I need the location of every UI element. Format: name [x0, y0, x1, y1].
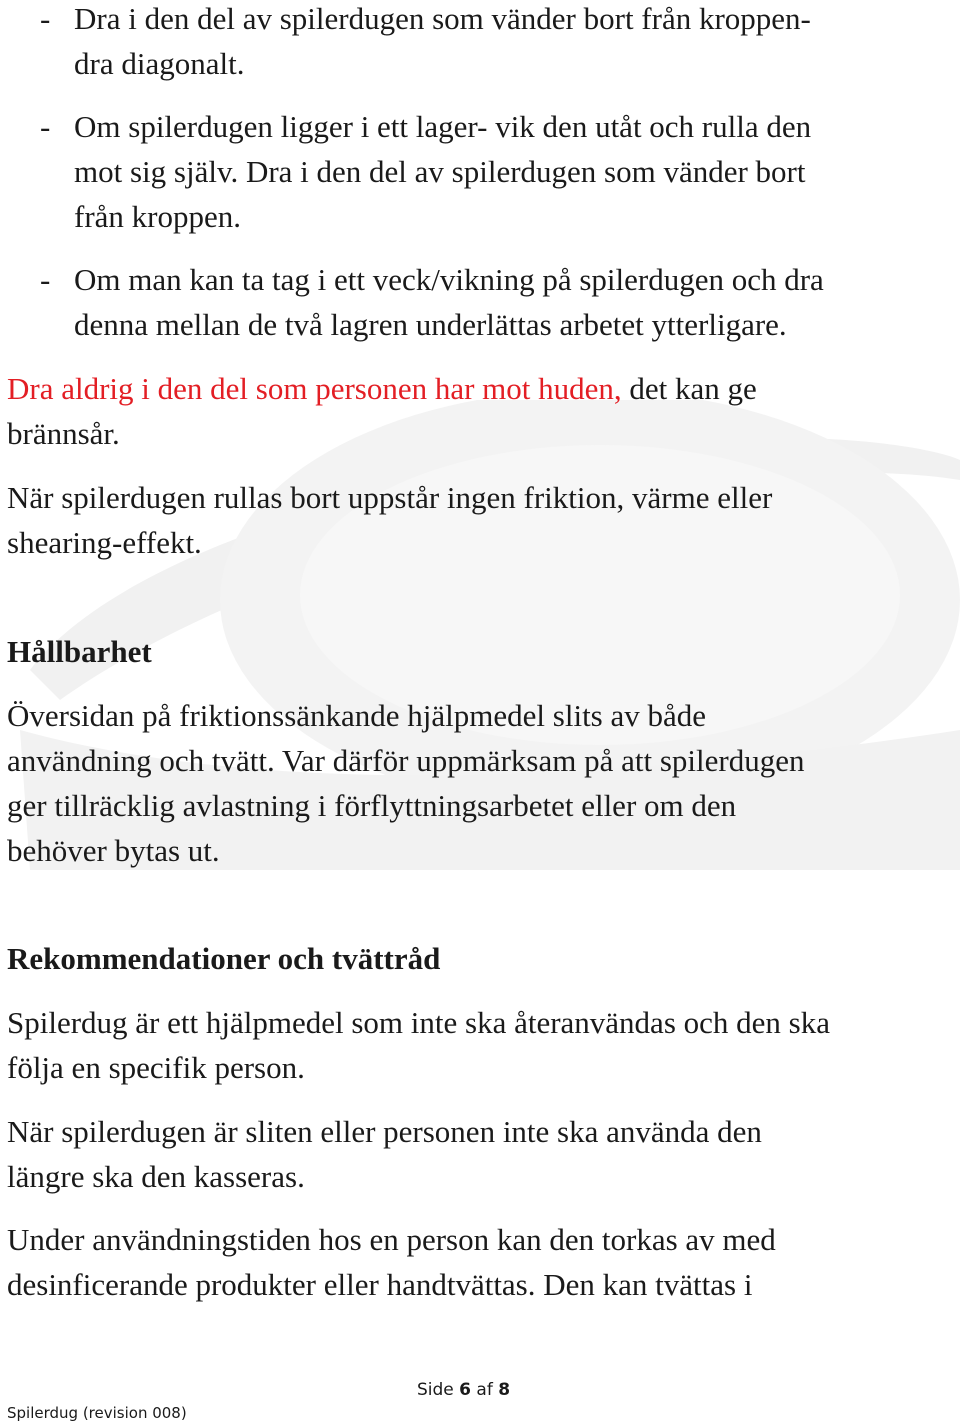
document-name: Spilerdug (revision 008)	[7, 1404, 187, 1422]
bullet-dash: -	[40, 262, 51, 297]
warning-rest-text: det kan ge	[621, 371, 757, 406]
bullet-dash: -	[40, 1, 51, 36]
durability-line-1: Översidan på friktionssänkande hjälpmedel slits av både	[7, 698, 707, 733]
page-total: 8	[498, 1380, 511, 1400]
durability-line-2: användning och tvätt. Var därför uppmärksam på att spilerdugen	[7, 743, 805, 778]
page-number	[417, 1380, 510, 1400]
recommendations-heading: Rekommendationer och tvättråd	[7, 941, 441, 976]
recommendations-para-1-line-1: Spilerdug är ett hjälpmedel som inte ska återanvändas och den ska	[7, 1005, 830, 1040]
page-prefix: Side	[417, 1380, 460, 1400]
bullet-1-line-1: Dra i den del av spilerdugen som vänder bort från kroppen-	[74, 1, 811, 36]
recommendations-para-3-line-1: Under användningstiden hos en person kan den torkas av med	[7, 1222, 776, 1257]
bullet-3-line-2: denna mellan de två lagren underlättas arbetet ytterligare.	[74, 307, 787, 342]
bullet-2-line-3: från kroppen.	[74, 199, 241, 234]
friction-line-1: När spilerdugen rullas bort uppstår ingen friktion, värme eller	[7, 480, 773, 515]
recommendations-para-2-line-1: När spilerdugen är sliten eller personen inte ska använda den	[7, 1114, 762, 1149]
bullet-3-line-1: Om man kan ta tag i ett veck/vikning på spilerdugen och dra	[74, 262, 824, 297]
bullet-2-line-1: Om spilerdugen ligger i ett lager- vik den utåt och rulla den	[74, 109, 812, 144]
recommendations-para-2-line-2: längre ska den kasseras.	[7, 1159, 305, 1194]
bullet-dash: -	[40, 109, 51, 144]
warning-line-2: brännsår.	[7, 416, 120, 451]
bullet-2-line-2: mot sig själv. Dra i den del av spilerdugen som vänder bort	[74, 154, 806, 189]
page-mid: af	[471, 1380, 499, 1400]
recommendations-para-1-line-2: följa en specifik person.	[7, 1050, 305, 1085]
friction-line-2: shearing-effekt.	[7, 525, 202, 560]
recommendations-para-3-line-2: desinficerande produkter eller handtvättas. Den kan tvättas i	[7, 1267, 753, 1302]
durability-line-4: behöver bytas ut.	[7, 833, 220, 868]
durability-line-3: ger tillräcklig avlastning i förflyttningsarbetet eller om den	[7, 788, 737, 823]
page-current: 6	[459, 1380, 472, 1400]
durability-heading: Hållbarhet	[7, 634, 152, 669]
warning-red-text: Dra aldrig i den del som personen har mot huden,	[7, 371, 622, 406]
bullet-1-line-2: dra diagonalt.	[74, 46, 245, 81]
warning-line-1	[7, 366, 757, 411]
